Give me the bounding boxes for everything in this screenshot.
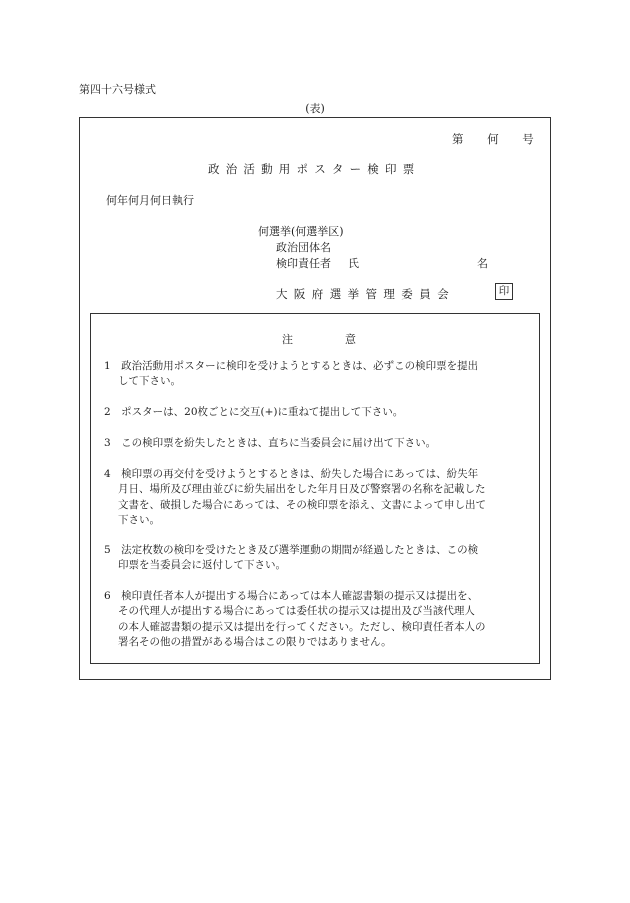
form-number: 第四十六号様式 [79, 83, 156, 96]
notes-title [282, 331, 356, 347]
notes-title-second: 意 [345, 333, 356, 346]
note-line: 月日、場所及び理由並びに紛失届出をした年月日及び警察署の名称を記載した [118, 483, 486, 496]
seal-stamp: 印 [495, 283, 513, 300]
note-line: 2 ポスターは、20枚ごとに交互(+)に重ねて提出して下さい。 [104, 406, 404, 418]
note-line: して下さい。 [118, 375, 181, 388]
note-line: 5 法定枚数の検印を受けたとき及び選挙運動の期間が経過したときは、この検 [104, 544, 479, 556]
note-item-5 [104, 543, 529, 574]
committee-name: 大阪府選挙管理委員会 [276, 287, 455, 301]
responsible-person-label: 検印責任者 [276, 257, 331, 270]
note-item-4 [104, 467, 529, 529]
note-item-3 [104, 436, 529, 451]
document-title: 政治活動用ポスター検印票 [208, 162, 421, 176]
org-name-field: 政治団体名 [276, 241, 331, 254]
note-line: その代理人が提出する場合にあっては委任状の提示又は提出及び当該代理人 [118, 605, 475, 618]
name-prefix: 氏 [348, 257, 359, 270]
number-line: 第 何 号 [452, 132, 544, 146]
note-item-6 [104, 589, 529, 651]
name-suffix: 名 [477, 257, 488, 270]
election-field: 何選挙(何選挙区) [258, 225, 344, 238]
note-line: 6 検印責任者本人が提出する場合にあっては本人確認書類の提示又は提出を、 [104, 590, 479, 602]
note-line: 下さい。 [118, 514, 160, 527]
note-line: の本人確認書類の提示又は提出を行ってください。ただし、検印責任者本人の [118, 620, 486, 633]
note-item-2 [104, 405, 529, 420]
note-line: 署名その他の措置がある場合はこの限りではありません。 [118, 636, 392, 649]
election-date: 何年何月何日執行 [106, 194, 194, 207]
side-label: (表) [305, 102, 325, 115]
note-line: 文書を、破損した場合にあっては、その検印票を添え、文書によって申し出て [118, 498, 487, 511]
note-line: 印票を当委員会に返付して下さい。 [118, 559, 286, 572]
note-item-1 [104, 359, 529, 390]
note-line: 4 検印票の再交付を受けようとするときは、紛失した場合にあっては、紛失年 [104, 468, 479, 480]
note-line: 1 政治活動用ポスターに検印を受けようとするときは、必ずこの検印票を提出 [104, 360, 479, 372]
note-line: 3 この検印票を紛失したときは、直ちに当委員会に届け出て下さい。 [104, 437, 437, 449]
notes-title-first: 注 [282, 333, 293, 346]
